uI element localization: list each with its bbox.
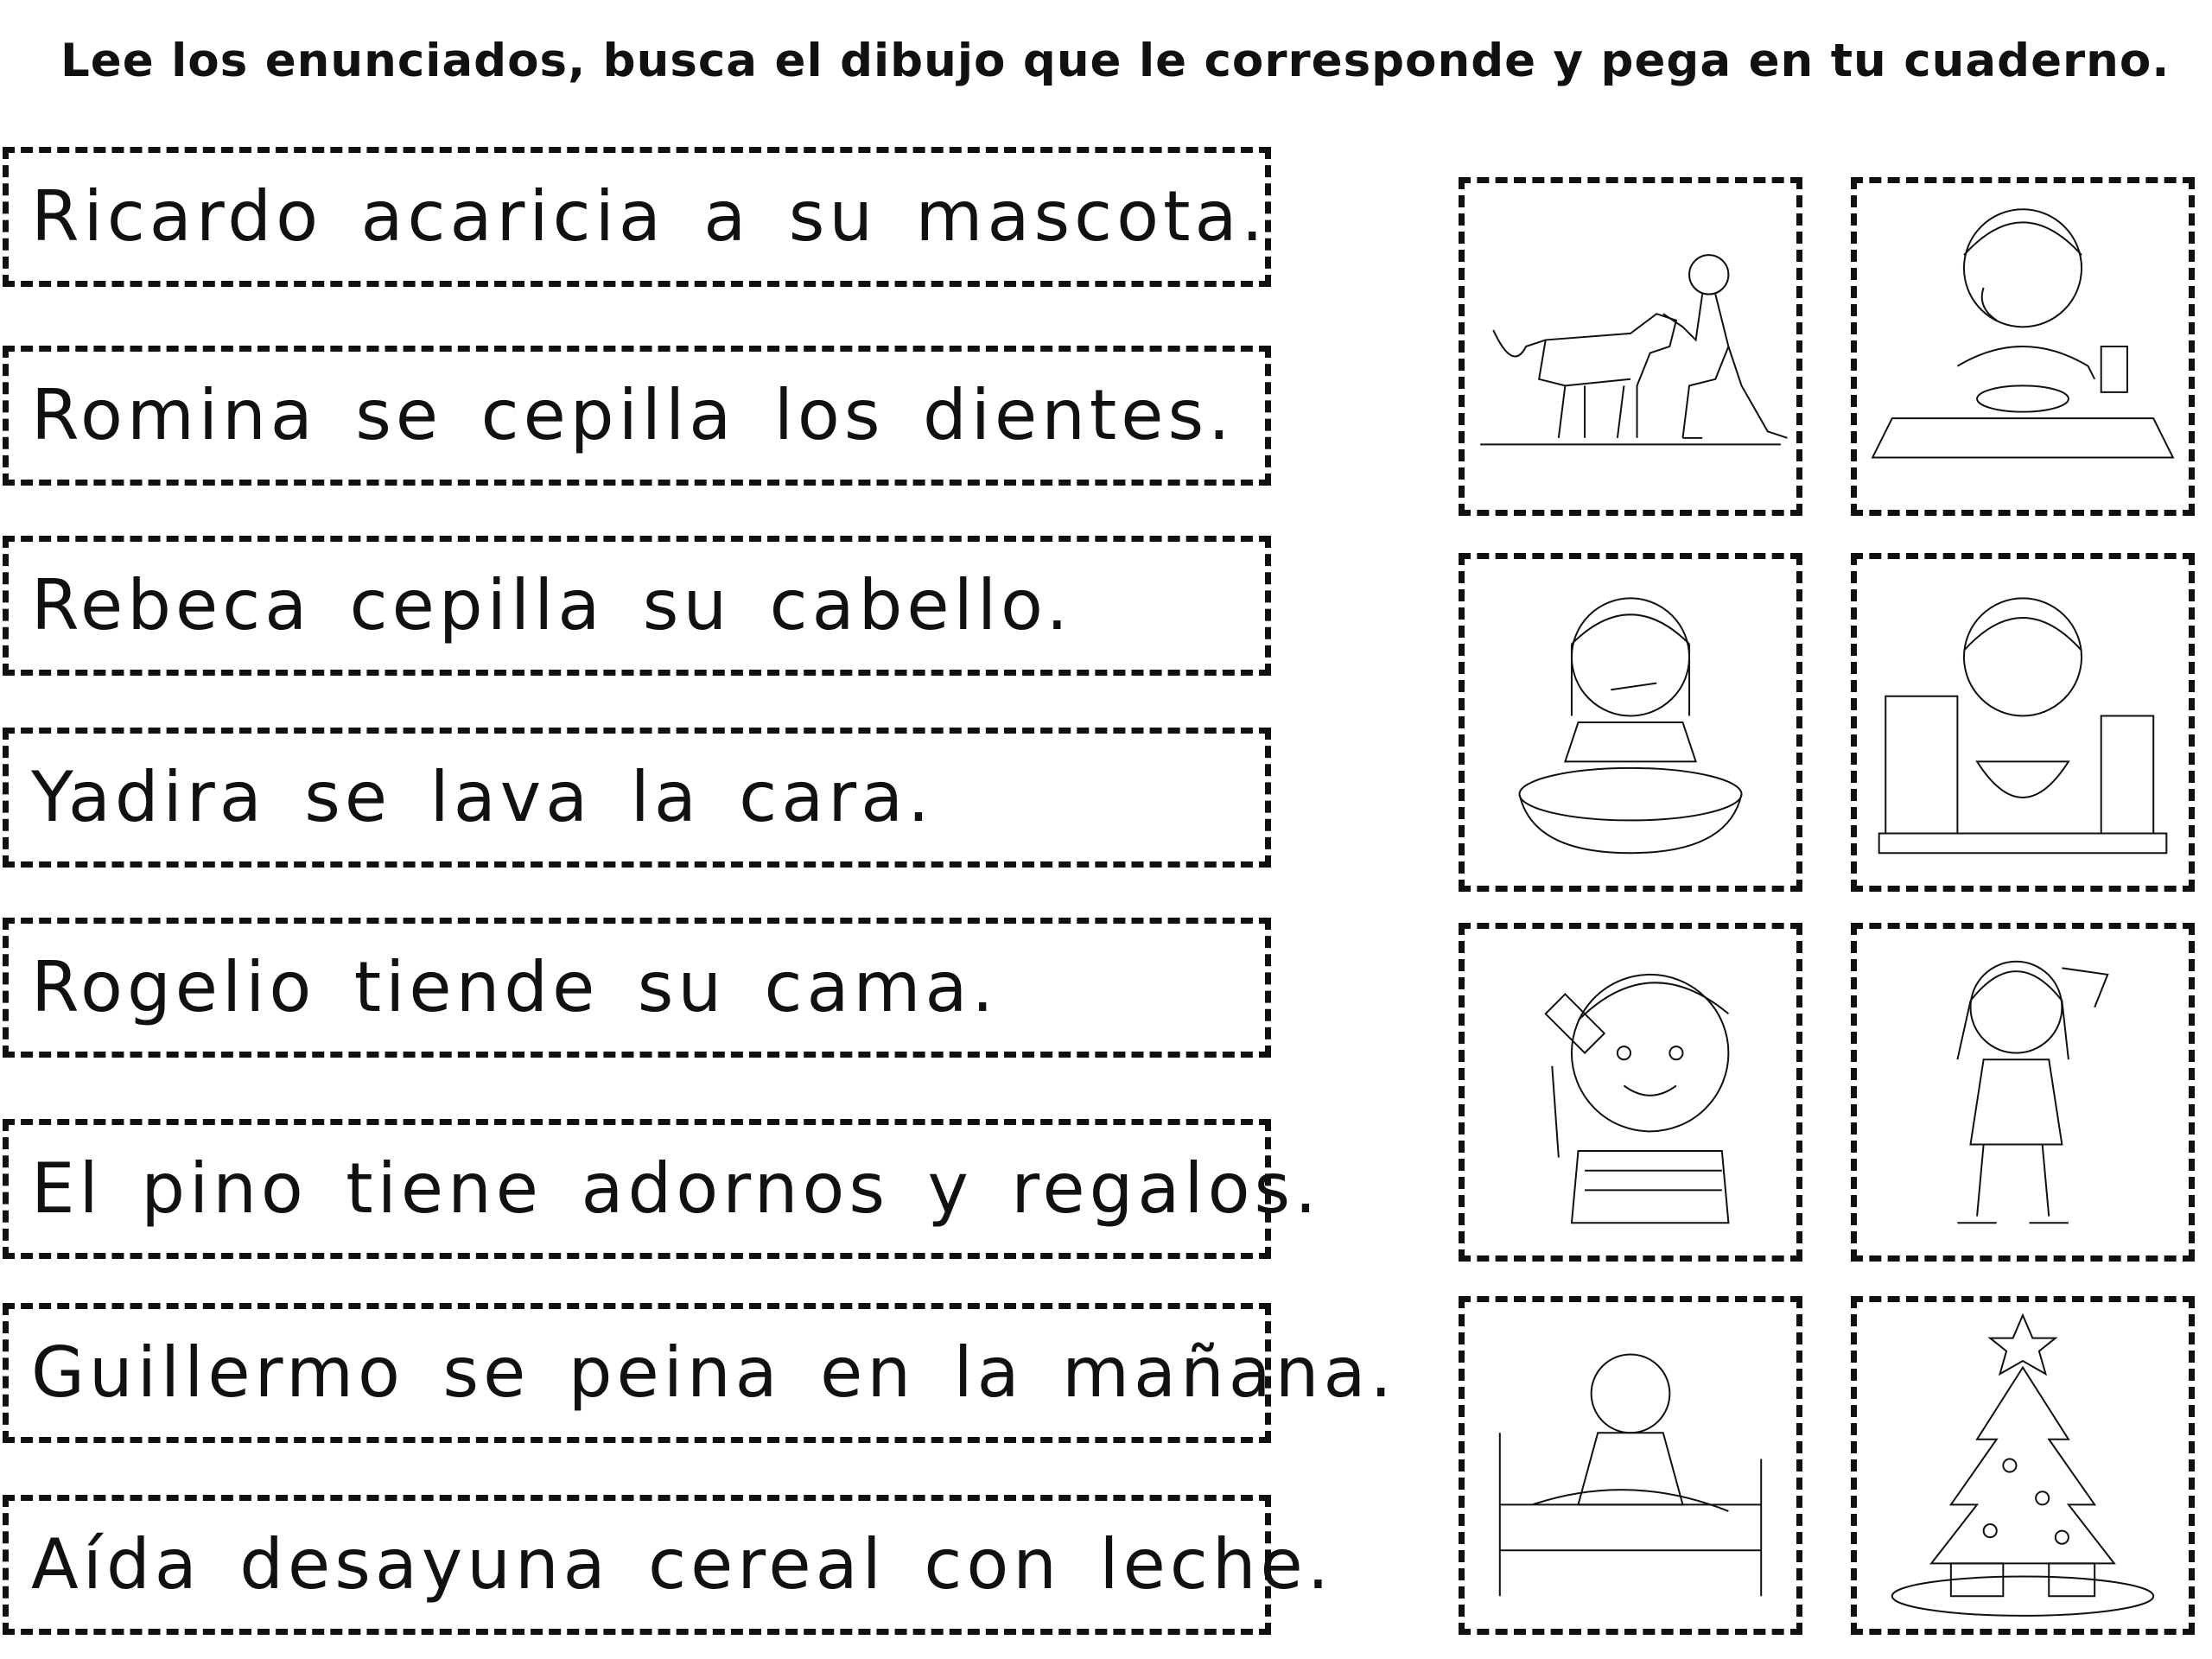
sentence-strip-6 — [3, 1119, 1321, 1259]
girl-brushing-teeth-icon — [1465, 559, 1796, 886]
sentence-text: Rogelio tiende su cama. — [31, 947, 998, 1027]
sentence-text: Romina se cepilla los dientes. — [31, 375, 1235, 455]
picture-card-girl-brushing-hair — [1851, 923, 2195, 1262]
sentence-strip-2 — [3, 346, 1271, 486]
sentence-strip-5 — [3, 918, 1271, 1058]
picture-card-girl-eating-cereal — [1851, 553, 2195, 892]
girl-eating-cereal-icon — [1857, 559, 2189, 886]
picture-card-boy-petting-dog — [1459, 177, 1802, 516]
sentence-text: Rebeca cepilla su cabello. — [31, 565, 1073, 645]
sentence-text: Guillermo se peina en la mañana. — [31, 1332, 1396, 1413]
picture-card-girl-washing-face — [1851, 177, 2195, 516]
christmas-tree-icon — [1857, 1302, 2189, 1629]
instruction-text: Lee los enunciados, busca el dibujo que le corresponde y pega en tu cuaderno. — [60, 35, 2171, 87]
sentence-strip-7 — [3, 1303, 1396, 1443]
girl-brushing-hair-icon — [1857, 929, 2189, 1255]
sentence-strip-4 — [3, 728, 1271, 868]
sentence-text: Aída desayuna cereal con leche. — [31, 1524, 1334, 1605]
sentence-strip-1 — [3, 147, 1271, 287]
boy-petting-dog-icon — [1465, 183, 1796, 510]
sentence-text: El pino tiene adornos y regalos. — [31, 1148, 1321, 1229]
sentence-text: Ricardo acaricia a su mascota. — [31, 176, 1268, 257]
picture-card-girl-brushing-teeth — [1459, 553, 1802, 892]
picture-card-boy-in-bed — [1459, 1296, 1802, 1635]
picture-card-christmas-tree — [1851, 1296, 2195, 1635]
sentence-strip-8 — [3, 1495, 1334, 1635]
sentence-text: Yadira se lava la cara. — [31, 757, 934, 837]
boy-in-bed-icon — [1465, 1302, 1796, 1629]
picture-card-boy-combing-hair — [1459, 923, 1802, 1262]
girl-washing-face-icon — [1857, 183, 2189, 510]
sentence-strip-3 — [3, 536, 1271, 676]
boy-combing-hair-icon — [1465, 929, 1796, 1255]
